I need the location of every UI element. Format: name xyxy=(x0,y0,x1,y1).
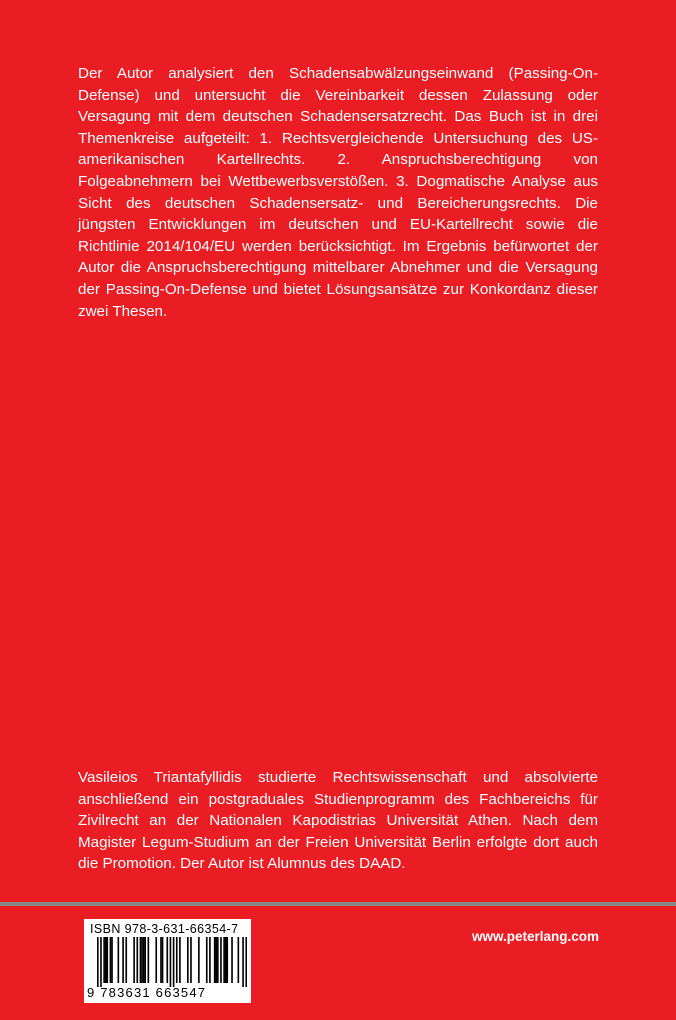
blurb-text: Der Autor analysiert den Schadensabwälzungseinwand (Passing-On-Defense) und untersucht die Vereinbarkeit dessen Zulassung oder Versagung mit dem deutschen Schadensersatzrecht. Das Buch ist in drei Themenkreise aufgeteilt: 1. Rechtsvergleichende Untersuchung des US-amerikanischen Kartellrechts. 2. Anspruchsberechtigung von Folgeabnehmern bei Wettbewerbsverstößen. 3. Dogmatische Analyse aus Sicht des deutschen Schadensersatz- und Bereicherungsrechts. Die jüngsten Entwicklungen im deutschen und EU-Kartellrecht sowie die Richtlinie 2014/104/EU werden berücksichtigt. Im Ergebnis befürwortet der Autor die Anspruchsberechtigung mittelbarer Abnehmer und die Versagung der Passing-On-Defense und bietet Lösungsansätze zur Konkordanz dieser zwei Thesen. xyxy=(78,65,598,320)
back-cover-blurb xyxy=(78,63,598,322)
barcode-bar xyxy=(225,937,227,983)
barcode-bar xyxy=(111,937,113,983)
barcode-bar xyxy=(245,937,247,987)
barcode-bar xyxy=(187,937,189,983)
author-biography xyxy=(78,767,598,875)
barcode-bar xyxy=(206,937,208,983)
barcode-bar xyxy=(223,937,225,983)
barcode-bar xyxy=(226,937,228,983)
barcode-bar xyxy=(122,937,124,983)
barcode-bar xyxy=(140,937,142,983)
barcode-bar xyxy=(179,937,181,983)
barcode-bar xyxy=(143,937,145,983)
barcode-digits: 9 783631 663547 xyxy=(87,985,207,1000)
barcode-bar xyxy=(173,937,175,987)
publisher-website[interactable]: www.peterlang.com xyxy=(471,929,599,944)
barcode-bar xyxy=(133,937,135,983)
barcode-bar xyxy=(238,937,240,983)
barcode-bar xyxy=(214,937,216,983)
barcode-bar xyxy=(148,937,150,983)
barcode-bar xyxy=(176,937,178,983)
barcode-bar xyxy=(144,937,146,983)
barcode-bar xyxy=(220,937,222,983)
barcode-bar xyxy=(103,937,105,983)
barcode-bar xyxy=(198,937,200,983)
author-bio-text: Vasileios Triantafyllidis studierte Rechtswissenschaft und absolvierte anschließend ein postgraduales Studienprogramm des Fachbereichs für Zivilrecht an der Nationalen Kapodistrias Universität Athen. Nach dem Magister Legum-Studium an der Freien Universität Berlin erfolgte dort auch die Promotion. Der Autor ist Alumnus des DAAD. xyxy=(78,769,598,873)
barcode-bar xyxy=(231,937,233,983)
barcode-bar xyxy=(105,937,107,983)
barcode-bar xyxy=(190,937,192,983)
barcode-bar xyxy=(170,937,172,987)
divider-line xyxy=(0,902,676,906)
barcode-bar xyxy=(100,937,102,987)
barcode-bar xyxy=(162,937,164,983)
barcode-bar xyxy=(215,937,217,983)
barcode-bar xyxy=(110,937,112,983)
isbn-label: ISBN 978-3-631-66354-7 xyxy=(90,922,239,936)
barcode-bar xyxy=(125,937,127,983)
barcode-bar xyxy=(106,937,108,983)
barcode-bar xyxy=(242,937,244,987)
barcode-bar xyxy=(209,937,211,983)
barcode-bar xyxy=(136,937,138,983)
barcode-bars xyxy=(97,937,247,987)
isbn-barcode xyxy=(84,919,251,1003)
barcode-bar xyxy=(97,937,99,987)
barcode-bar xyxy=(217,937,219,983)
barcode-bar xyxy=(118,937,120,983)
barcode-bar xyxy=(155,937,157,983)
barcode-bar xyxy=(141,937,143,983)
barcode-bar xyxy=(160,937,162,983)
barcode-bar xyxy=(166,937,168,983)
